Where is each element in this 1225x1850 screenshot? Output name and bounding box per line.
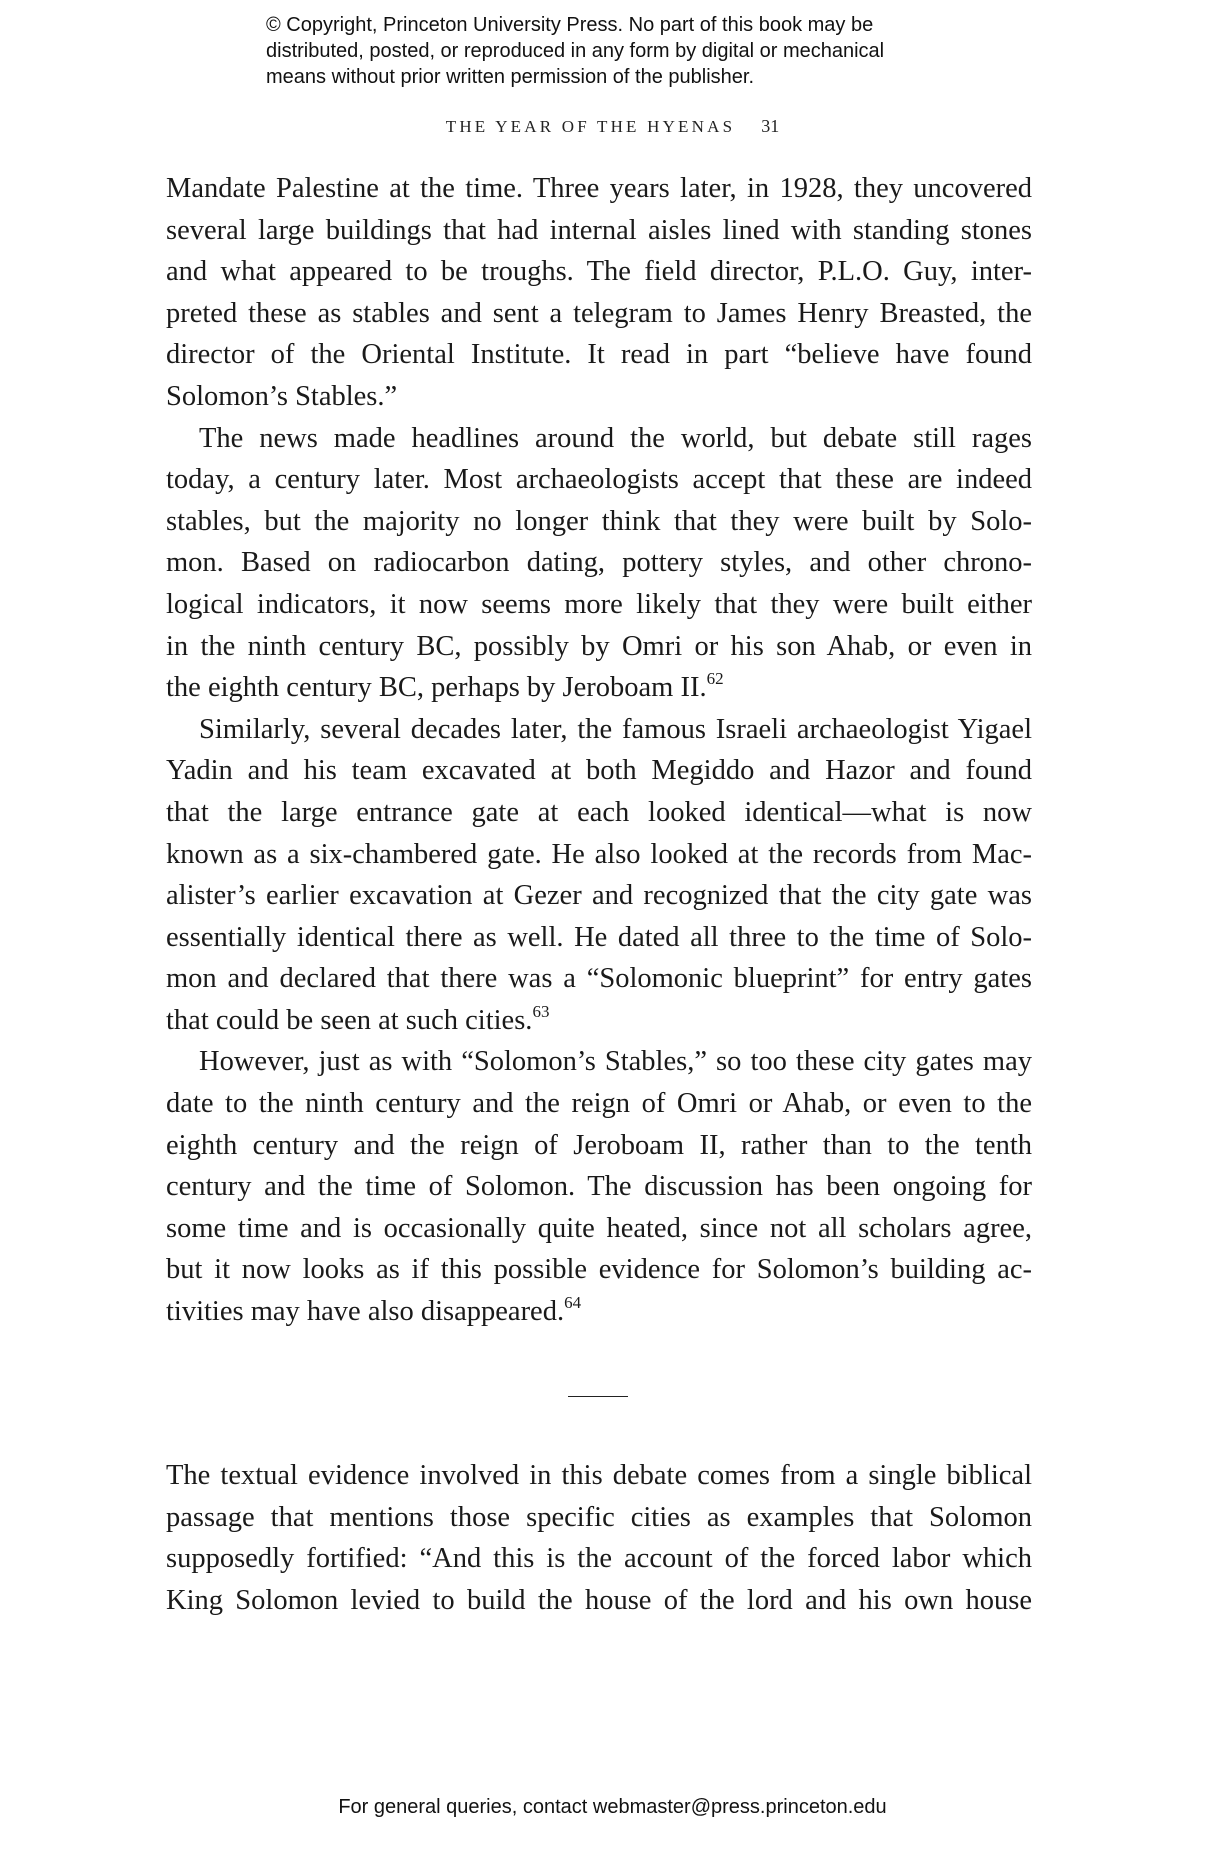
footer-contact: For general queries, contact webmaster@press.princeton.edu bbox=[338, 1796, 887, 1818]
copyright-notice bbox=[266, 12, 986, 90]
text-line: logical indicators, it now seems more likely that they were built either bbox=[166, 588, 1032, 620]
text-line: stables, but the majority no longer think that they were built by Solo- bbox=[166, 505, 1032, 537]
paragraph bbox=[166, 168, 1032, 418]
footnote-marker[interactable]: 62 bbox=[706, 669, 724, 689]
running-head-title: THE YEAR OF THE HYENAS bbox=[445, 117, 736, 136]
text-line: and what appeared to be troughs. The field director, P.L.O. Guy, inter- bbox=[166, 256, 1032, 288]
copyright-line: distributed, posted, or reproduced in any form by digital or mechanical bbox=[266, 40, 885, 62]
text-line: that could be seen at such cities. bbox=[166, 1004, 533, 1036]
text-line: in the ninth century BC, possibly by Omri or his son Ahab, or even in bbox=[166, 630, 1032, 662]
text-line: the eighth century BC, perhaps by Jeroboam II. bbox=[166, 672, 707, 704]
text-line: today, a century later. Most archaeologists accept that these are indeed bbox=[166, 464, 1032, 496]
text-line: eighth century and the reign of Jeroboam II, rather than to the tenth bbox=[166, 1129, 1032, 1161]
text-line: century and the time of Solomon. The discussion has been ongoing for bbox=[166, 1171, 1032, 1203]
paragraph bbox=[166, 1455, 1032, 1621]
text-line: known as a six-chambered gate. He also looked at the records from Mac- bbox=[166, 838, 1032, 870]
paragraph bbox=[166, 1041, 1032, 1332]
text-line: several large buildings that had internal aisles lined with standing stones bbox=[166, 214, 1032, 246]
text-line: King Solomon levied to build the house of the lord and his own house bbox=[166, 1584, 1032, 1616]
text-line: However, just as with “Solomon’s Stables,” so too these city gates may bbox=[199, 1046, 1032, 1078]
text-line: mon and declared that there was a “Solomonic blueprint” for entry gates bbox=[166, 963, 1032, 995]
text-line: some time and is occasionally quite heated, since not all scholars agree, bbox=[166, 1212, 1032, 1244]
paragraph bbox=[166, 709, 1032, 1042]
footnote-marker[interactable]: 63 bbox=[532, 1001, 550, 1021]
text-line: Similarly, several decades later, the famous Israeli archaeologist Yigael bbox=[199, 713, 1032, 745]
text-line: preted these as stables and sent a telegram to James Henry Breasted, the bbox=[166, 297, 1032, 329]
text-line: essentially identical there as well. He dated all three to the time of Solo- bbox=[166, 921, 1032, 953]
body-text bbox=[166, 168, 1032, 1333]
text-line: Solomon’s Stables.” bbox=[166, 380, 398, 412]
paragraph bbox=[166, 418, 1032, 709]
text-line: Yadin and his team excavated at both Megiddo and Hazor and found bbox=[166, 755, 1032, 787]
footnote-marker[interactable]: 64 bbox=[564, 1293, 582, 1313]
section-break-rule bbox=[568, 1396, 628, 1397]
text-line: The news made headlines around the world, but debate still rages bbox=[199, 422, 1032, 454]
text-line: Mandate Palestine at the time. Three years later, in 1928, they uncovered bbox=[166, 173, 1032, 204]
body-text-section-2 bbox=[166, 1455, 1032, 1621]
text-line: but it now looks as if this possible evidence for Solomon’s building ac- bbox=[166, 1254, 1032, 1286]
text-line: director of the Oriental Institute. It read in part “believe have found bbox=[166, 339, 1032, 371]
copyright-line: © Copyright, Princeton University Press. No part of this book may be bbox=[266, 14, 874, 36]
text-line: alister’s earlier excavation at Gezer and recognized that the city gate was bbox=[166, 880, 1032, 912]
page-number: 31 bbox=[761, 116, 780, 136]
text-line: date to the ninth century and the reign of Omri or Ahab, or even to the bbox=[166, 1088, 1032, 1120]
text-line-with-note bbox=[166, 667, 1032, 709]
text-line-with-note bbox=[166, 1000, 1032, 1042]
text-line: passage that mentions those specific cities as examples that Solomon bbox=[166, 1501, 1032, 1533]
running-head bbox=[0, 116, 1225, 137]
text-line: that the large entrance gate at each looked identical—what is now bbox=[166, 796, 1032, 828]
copyright-line: means without prior written permission of the publisher. bbox=[266, 66, 755, 88]
text-line: mon. Based on radiocarbon dating, pottery styles, and other chrono- bbox=[166, 547, 1032, 579]
text-line: tivities may have also disappeared. bbox=[166, 1296, 565, 1328]
text-line: supposedly fortified: “And this is the account of the forced labor which bbox=[166, 1543, 1032, 1575]
text-line: The textual evidence involved in this debate comes from a single biblical bbox=[166, 1460, 1032, 1491]
text-line-with-note bbox=[166, 1291, 1032, 1333]
